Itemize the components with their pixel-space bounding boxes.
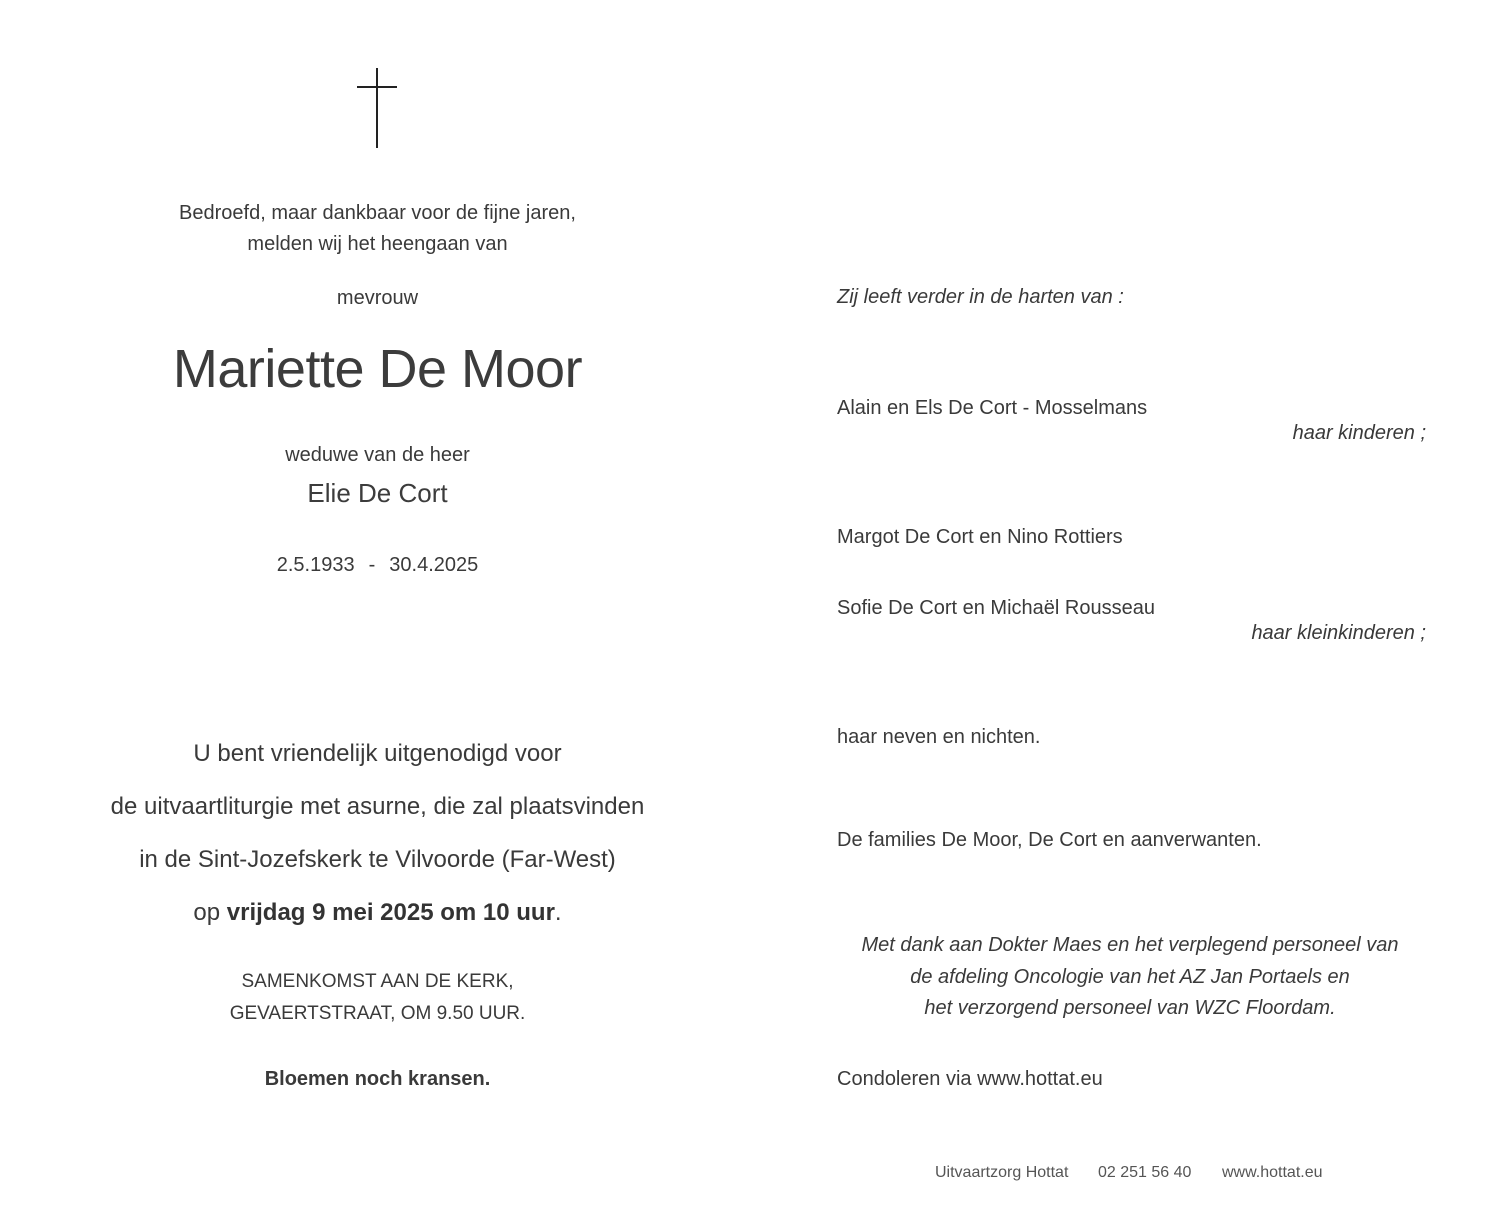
grandchildren-role: haar kleinkinderen ; — [1251, 622, 1426, 644]
invite-line-4 — [60, 899, 695, 927]
cross-icon — [357, 68, 397, 148]
gathering-line-2: GEVAERTSTRAAT, OM 9.50 UUR. — [229, 1003, 526, 1024]
intro-text — [60, 198, 695, 260]
children-names: Alain en Els De Cort - Mosselmans — [837, 397, 1148, 419]
invite-line-3: in de Sint-Jozefskerk te Vilvoorde (Far-West) — [139, 846, 616, 873]
gathering-info — [60, 966, 695, 1030]
families: De families De Moor, De Cort en aanverwanten. — [837, 829, 1262, 851]
husband-name: Elie De Cort — [307, 478, 448, 508]
title-mevrouw: mevrouw — [336, 287, 419, 309]
nephews-nieces: haar neven en nichten. — [837, 726, 1041, 748]
thanks-line-2: de afdeling Oncologie van het AZ Jan Portaels en — [910, 965, 1350, 988]
invite-line-2: de uitvaartliturgie met asurne, die zal plaatsvinden — [110, 793, 645, 820]
thanks-line-3: het verzorgend personeel van WZC Floordam. — [924, 997, 1336, 1019]
deceased-name: Mariette De Moor — [172, 339, 583, 399]
death-date: 30.4.2025 — [389, 554, 479, 576]
footer-phone: 02 251 56 40 — [1098, 1164, 1192, 1181]
gathering-line-1: SAMENKOMST AAN DE KERK, — [241, 971, 514, 992]
condolences-link: Condoleren via www.hottat.eu — [837, 1068, 1103, 1090]
invite-line-1: U bent vriendelijk uitgenodigd voor — [193, 740, 562, 767]
footer-company: Uitvaartzorg Hottat — [935, 1164, 1069, 1181]
intro-line-1: Bedroefd, maar dankbaar voor de fijne jaren, — [179, 202, 576, 224]
thanks-message — [800, 930, 1460, 1025]
grandchildren-names-1: Margot De Cort en Nino Rottiers — [837, 526, 1123, 548]
life-dates — [60, 554, 695, 577]
invite-line-4-prefix: op — [193, 899, 227, 926]
funeral-datetime: vrijdag 9 mei 2025 om 10 uur — [226, 899, 555, 926]
footer-website: www.hottat.eu — [1222, 1164, 1323, 1181]
date-separator: - — [368, 554, 376, 576]
flowers-note: Bloemen noch kransen. — [264, 1068, 491, 1090]
survivors-heading: Zij leeft verder in de harten van : — [837, 286, 1124, 308]
children-role: haar kinderen ; — [1292, 422, 1426, 444]
grandchildren-names-2: Sofie De Cort en Michaël Rousseau — [837, 597, 1155, 619]
birth-date: 2.5.1933 — [276, 554, 355, 576]
widow-of-label: weduwe van de heer — [285, 444, 470, 466]
thanks-line-1: Met dank aan Dokter Maes en het verplegend personeel van — [861, 934, 1399, 956]
invite-line-4-suffix: . — [554, 899, 562, 926]
intro-line-2: melden wij het heengaan van — [247, 233, 508, 255]
